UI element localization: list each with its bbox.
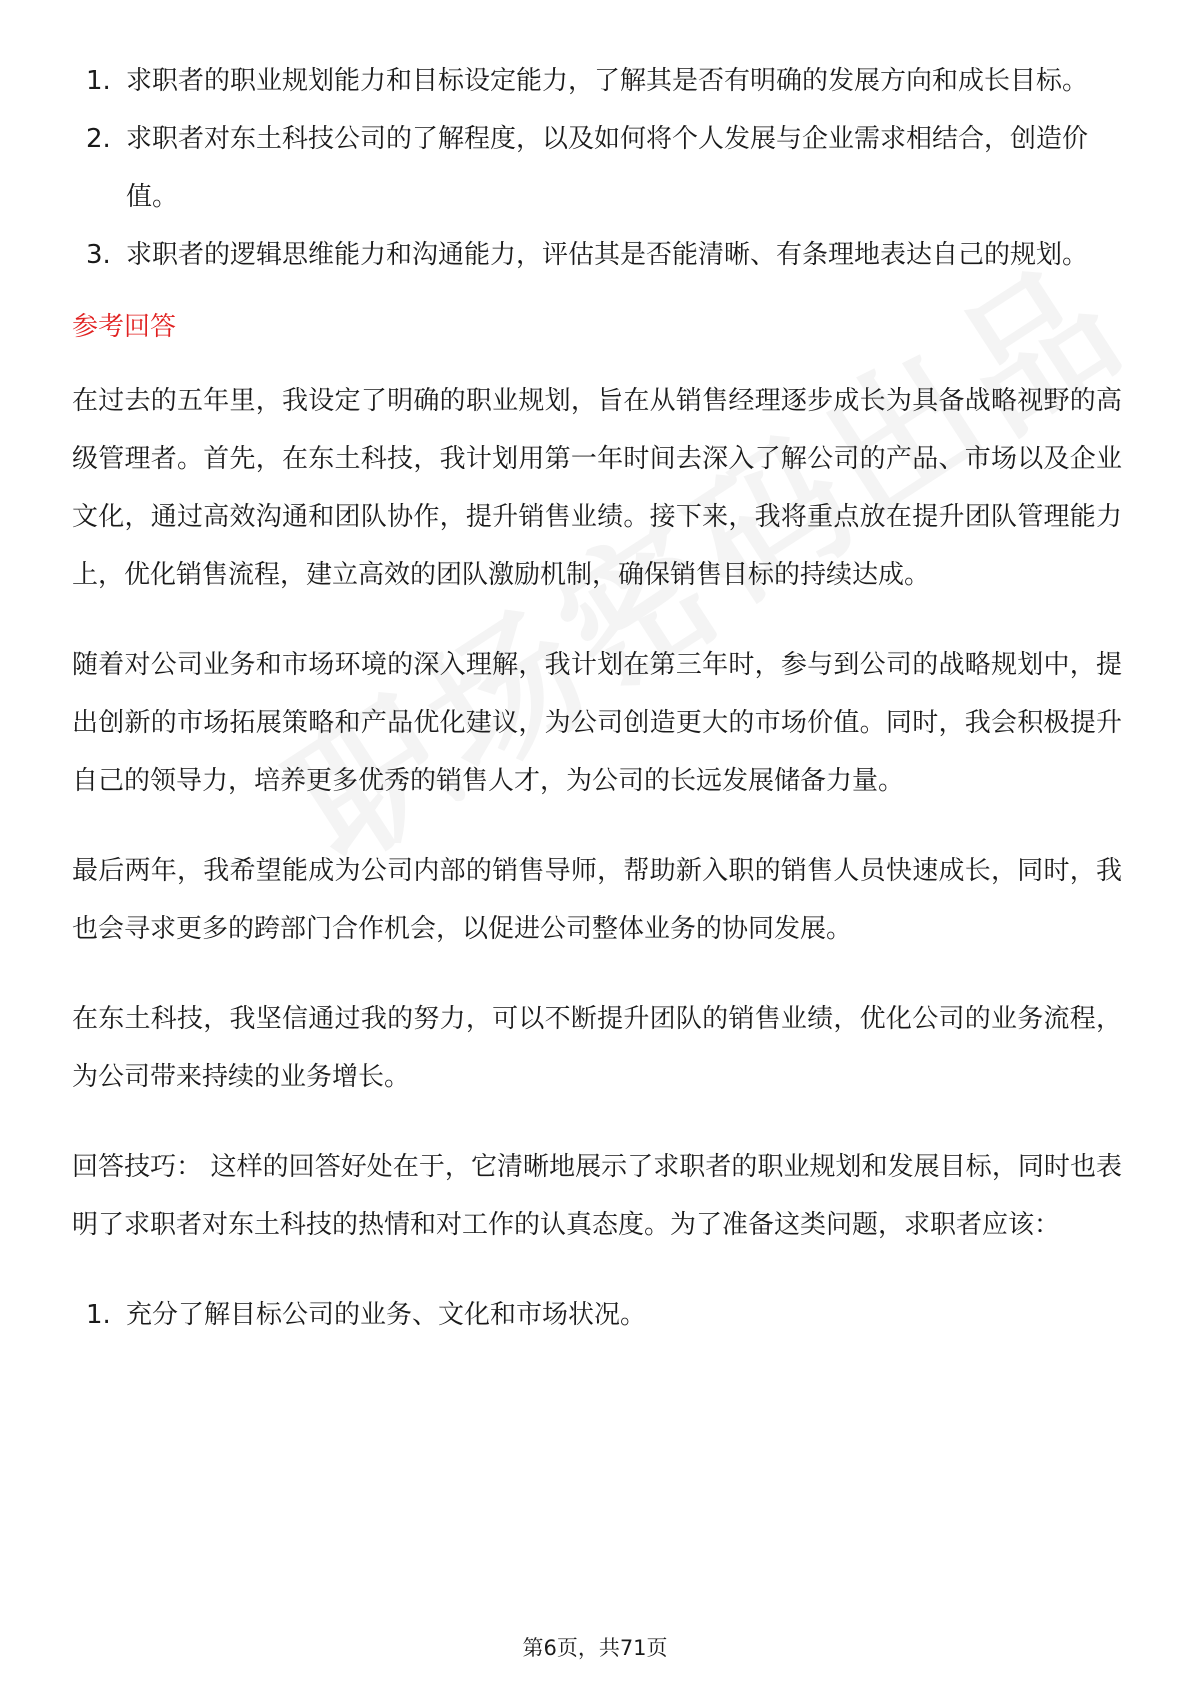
list-number: 2. <box>86 124 111 154</box>
list-item <box>72 226 1122 284</box>
list-item <box>72 52 1122 110</box>
list-number: 1. <box>86 66 111 96</box>
answer-paragraph: 在过去的五年里，我设定了明确的职业规划，旨在从销售经理逐步成长为具备战略视野的高级管理者。首先，在东土科技，我计划用第一年时间去深入了解公司的产品、市场以及企业文化，通过高效沟通和团队协作，提升销售业绩。接下来，我将重点放在提升团队管理能力上，优化销售流程，建立高效的团队激励机制，确保销售目标的持续达成。 <box>72 386 1122 590</box>
document-body <box>72 52 1122 1344</box>
tips-list <box>72 1286 1122 1344</box>
evaluation-criteria-list <box>72 52 1122 284</box>
answer-paragraph: 随着对公司业务和市场环境的深入理解，我计划在第三年时，参与到公司的战略规划中，提出创新的市场拓展策略和产品优化建议，为公司创造更大的市场价值。同时，我会积极提升自己的领导力，培养更多优秀的销售人才，为公司的长远发展储备力量。 <box>72 650 1122 796</box>
list-item-text: 充分了解目标公司的业务、文化和市场状况。 <box>126 1300 647 1330</box>
answer-paragraph: 在东土科技，我坚信通过我的努力，可以不断提升团队的销售业绩，优化公司的业务流程，为公司带来持续的业务增长。 <box>72 1004 1122 1092</box>
answer-paragraph: 最后两年，我希望能成为公司内部的销售导师，帮助新入职的销售人员快速成长，同时，我也会寻求更多的跨部门合作机会，以促进公司整体业务的协同发展。 <box>72 856 1122 944</box>
list-item-text: 求职者的职业规划能力和目标设定能力，了解其是否有明确的发展方向和成长目标。 <box>126 66 1089 96</box>
section-heading: 参考回答 <box>72 312 177 342</box>
list-item <box>72 1286 1122 1344</box>
list-item <box>72 110 1122 226</box>
tips-paragraph: 回答技巧： 这样的回答好处在于，它清晰地展示了求职者的职业规划和发展目标，同时也表明了求职者对东土科技的热情和对工作的认真态度。为了准备这类问题，求职者应该： <box>72 1152 1122 1240</box>
list-number: 3. <box>86 240 111 270</box>
list-item-text: 求职者的逻辑思维能力和沟通能力，评估其是否能清晰、有条理地表达自己的规划。 <box>126 240 1089 270</box>
list-item-text: 求职者对东土科技公司的了解程度，以及如何将个人发展与企业需求相结合，创造价值。 <box>126 124 1089 212</box>
list-number: 1. <box>86 1300 111 1330</box>
page-number: 第6页，共71页 <box>522 1636 668 1660</box>
